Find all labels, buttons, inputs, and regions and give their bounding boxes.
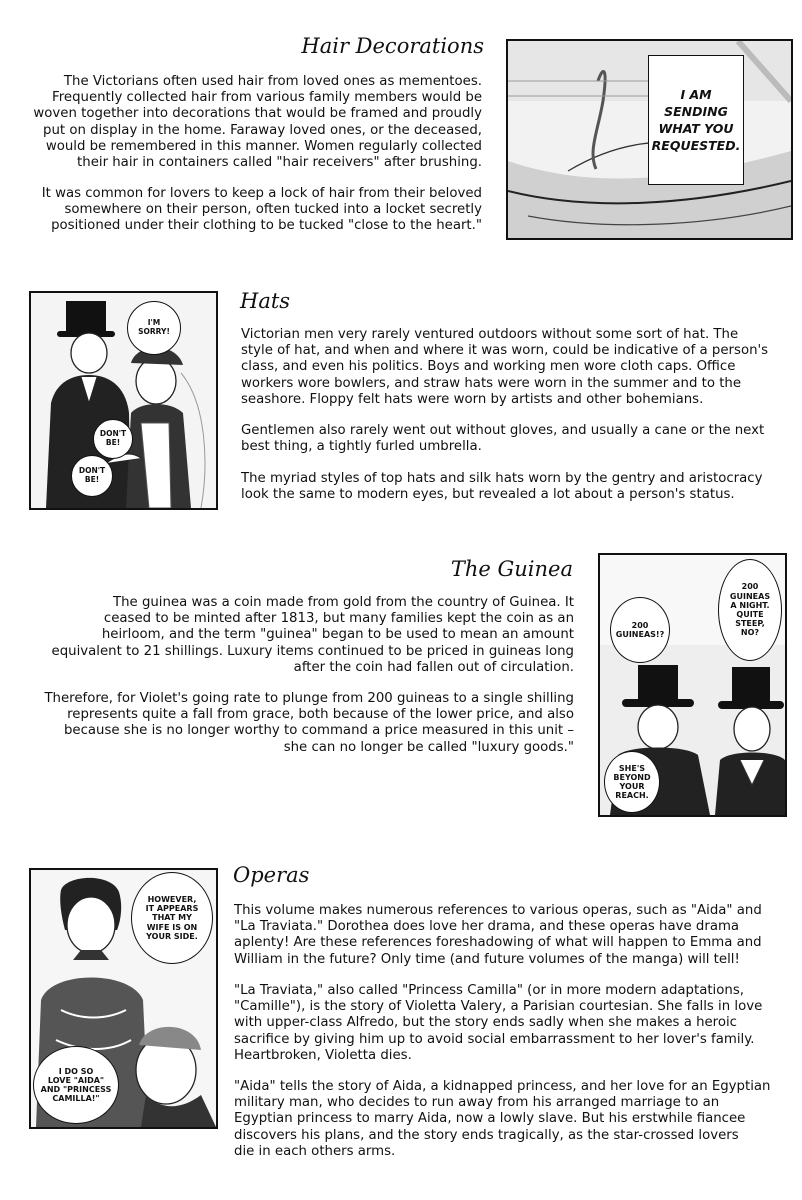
operas-title: Operas xyxy=(233,863,310,887)
operas-paragraph-3: "Aida" tells the story of Aida, a kidnapped princess, and her love for an Egyptian military man, who decides to run away from his arranged marriage to an Egyptian princess to marry Aida, now a lowly slave. But his erstwhile fiancee discovers his plans, and the story ends tragically, as the star-crossed lovers die in each others arms. xyxy=(234,1079,771,1159)
hats-bubble-dont-be-2: DON'T BE! xyxy=(71,455,113,497)
operas-paragraph-2: "La Traviata," also called "Princess Camilla" (or in more modern adaptations, "Camille"), is the story of Violetta Valery, a Parisian courtesian. She falls in love with upper-class Alfredo, but the story ends sadly when she makes a heroic sacrifice by giving him up to avoid social embarrassment to her lover's family. Heartbroken, Violetta dies. xyxy=(234,983,763,1063)
hair-paragraph-2: It was common for lovers to keep a lock of hair from their beloved somewhere on their person, often tucked into a locket secretly positioned under their clothing to be tucked "close to the heart." xyxy=(41,186,482,234)
hair-manga-panel xyxy=(506,39,793,240)
hair-caption-box: I AM SENDING WHAT YOU REQUESTED. xyxy=(648,55,744,185)
guinea-bubble-200-guineas: 200 GUINEAS!? xyxy=(610,597,670,663)
hats-bubble-im-sorry: I'M SORRY! xyxy=(127,301,181,355)
operas-bubble-however: HOWEVER, IT APPEARS THAT MY WIFE IS ON YOUR SIDE. xyxy=(131,872,213,964)
hats-paragraph-3: The myriad styles of top hats and silk hats worn by the gentry and aristocracy look the same to modern eyes, but revealed a lot about a person's status. xyxy=(241,471,763,503)
operas-manga-panel xyxy=(29,868,218,1129)
hats-paragraph-2: Gentlemen also rarely went out without gloves, and usually a cane or the next best thing, a tightly furled umbrella. xyxy=(241,423,765,455)
guinea-bubble-beyond-reach: SHE'S BEYOND YOUR REACH. xyxy=(604,751,660,813)
hats-paragraph-1: Victorian men very rarely ventured outdoors without some sort of hat. The style of hat, and when and where it was worn, could be indicative of a person's class, and even his politics. Boys and working men wore cloth caps. Office workers wore bowlers, and straw hats were worn in the summer and to the seashore. Floppy felt hats were worn by artists and other bohemians. xyxy=(241,327,769,407)
operas-bubble-aida: I DO SO LOVE "AIDA" AND "PRINCESS CAMILLA!" xyxy=(33,1046,119,1124)
guinea-title: The Guinea xyxy=(450,557,573,581)
operas-paragraph-1: This volume makes numerous references to various operas, such as "Aida" and "La Traviata." Dorothea does love her drama, and these operas have drama aplenty! Are these references foreshadowing of what will happen to Emma and William in the future? Only time (and future volumes of the manga) will tell! xyxy=(234,903,762,967)
hats-bubble-dont-be-1: DON'T BE! xyxy=(93,419,133,459)
guinea-paragraph-1: The guinea was a coin made from gold from the country of Guinea. It ceased to be minted after 1813, but many families kept the coin as an heirloom, and the term "guinea" began to be used to mean an amount equivalent to 21 shillings. Luxury items continued to be priced in guineas long after the coin had fallen out of circulation. xyxy=(51,595,574,675)
hats-title: Hats xyxy=(240,289,291,313)
hats-manga-panel xyxy=(29,291,218,510)
hats-panel-artwork xyxy=(31,293,216,508)
guinea-bubble-a-night: 200 GUINEAS A NIGHT. QUITE STEEP, NO? xyxy=(718,559,782,661)
hair-decorations-title: Hair Decorations xyxy=(301,34,484,58)
guinea-manga-panel xyxy=(598,553,787,817)
hair-paragraph-1: The Victorians often used hair from loved ones as mementoes. Frequently collected hair from various family members would be woven together into decorations that would be framed and proudly put on display in the home. Faraway loved ones, or the deceased, would be remembered in this manner. Women regularly collected their hair in containers called "hair receivers" after brushing. xyxy=(33,74,482,171)
guinea-paragraph-2: Therefore, for Violet's going rate to plunge from 200 guineas to a single shilling represents quite a fall from grace, both because of the lower price, and also because she is no longer worthy to command a price measured in this unit – she can no longer be called "luxury goods." xyxy=(44,691,574,755)
